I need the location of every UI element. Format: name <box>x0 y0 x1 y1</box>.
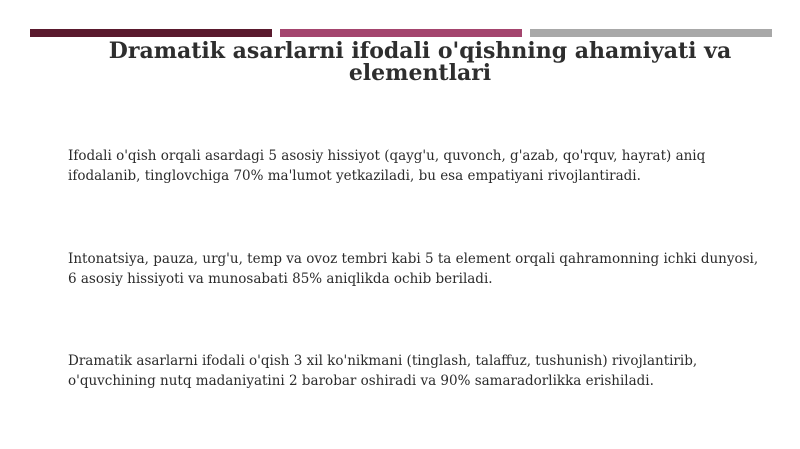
paragraph-intonation-elements: Intonatsiya, pauza, urg'u, temp va ovoz tembri kabi 5 ta element orqali qahramonning ichki dunyosi, 6 asosiy hissiyoti va munosabati 85% aniqlikda ochib beriladi. <box>68 251 759 287</box>
accent-bar-gray <box>530 29 772 37</box>
paragraph-expressive-reading: Ifodali o'qish orqali asardagi 5 asosiy hissiyot (qayg'u, quvonch, g'azab, qo'rquv, hayrat) aniq ifodalanib, tinglovchiga 70% ma'lumot yetkaziladi, bu esa empatiyani rivojlantiradi. <box>68 148 706 184</box>
slide-title: Dramatik asarlarni ifodali o'qishning ahamiyati va elementlari <box>108 38 732 86</box>
accent-bar-magenta <box>280 29 522 37</box>
paragraph-skills-development: Dramatik asarlarni ifodali o'qish 3 xil ko'nikmani (tinglash, talaffuz, tushunish) rivojlantirib, o'quvchining nutq madaniyatini 2 barobar oshiradi va 90% samaradorlikka erishiladi. <box>68 353 698 389</box>
accent-bar-dark <box>30 29 272 37</box>
header-accent-bars <box>30 29 772 37</box>
